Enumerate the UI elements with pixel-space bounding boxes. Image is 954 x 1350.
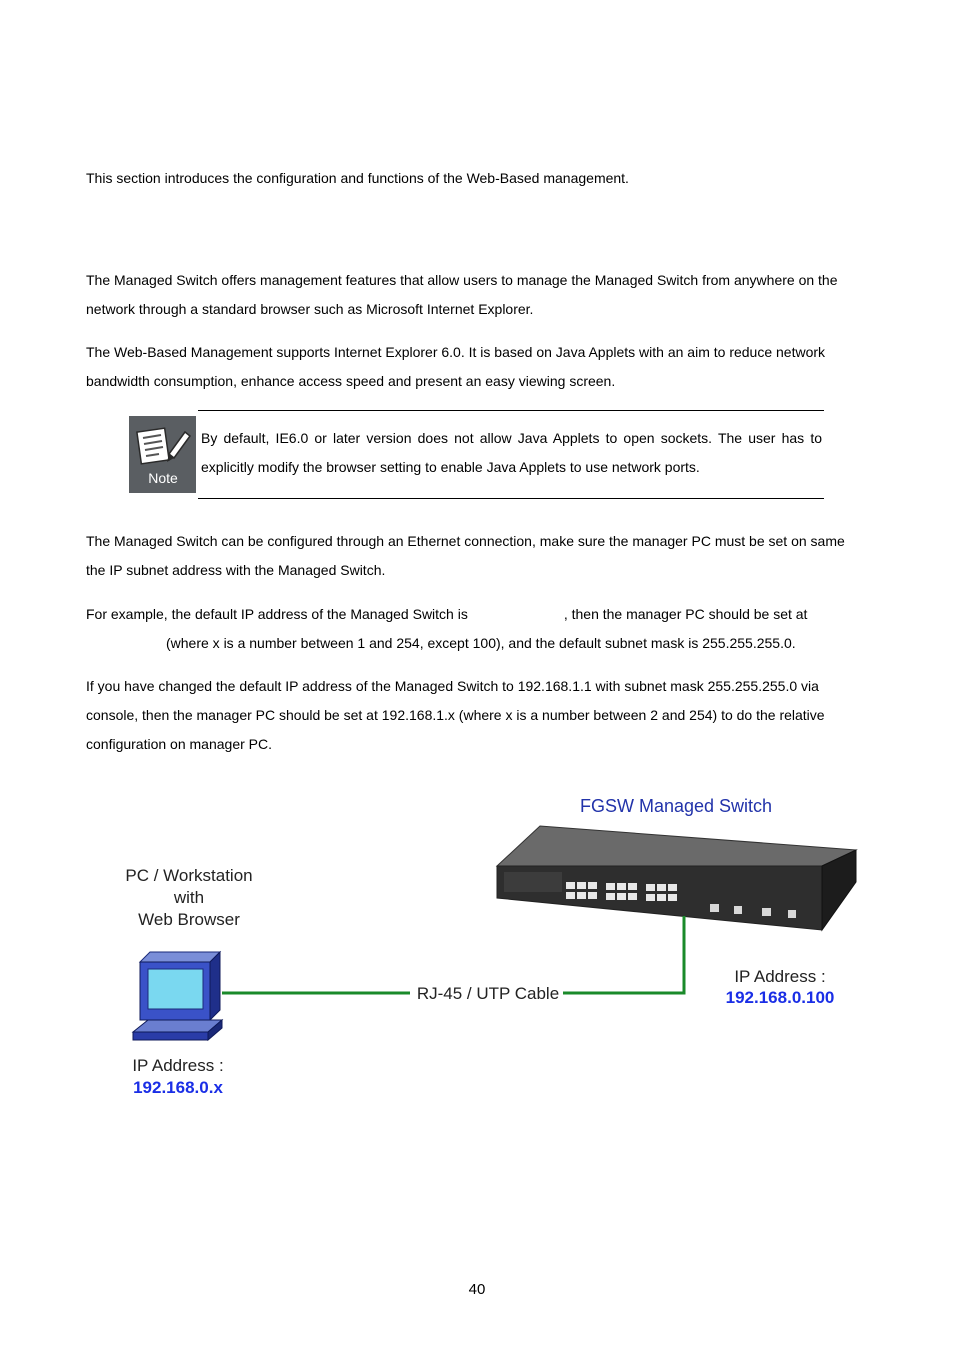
paragraph-4 bbox=[86, 600, 870, 658]
note-bottom-rule bbox=[198, 498, 824, 499]
switch-title: FGSW Managed Switch bbox=[579, 796, 773, 816]
pc-label-line-1: PC / Workstation bbox=[125, 866, 253, 885]
paragraph-3 bbox=[86, 527, 870, 585]
paragraph-4-line-1b: , then the manager PC should be set at bbox=[563, 606, 808, 622]
paragraph-3-line-1: The Managed Switch can be configured through an Ethernet connection, make sure the manager PC must be set on same bbox=[86, 533, 845, 549]
note-text: By default, IE6.0 or later version does not allow Java Applets to open sockets. The user has to explicitly modify the browser setting to enable Java Applets to use network ports. bbox=[201, 430, 822, 475]
paragraph-5-line-2: console, then the manager PC should be set at 192.168.1.x (where x is a number between 2 and 254) to do the relative bbox=[86, 707, 825, 723]
cable-label: RJ-45 / UTP Cable bbox=[416, 984, 560, 1003]
switch-ip-address: 192.168.0.100 bbox=[725, 988, 835, 1007]
pc-label-line-2: with bbox=[173, 888, 205, 907]
paragraph-2-line-1: The Web-Based Management supports Internet Explorer 6.0. It is based on Java Applets with an aim to reduce network bbox=[86, 344, 826, 360]
paragraph-5-line-3: configuration on manager PC. bbox=[86, 736, 272, 752]
paragraph-2-line-2: bandwidth consumption, enhance access speed and present an easy viewing screen. bbox=[86, 373, 616, 389]
paragraph-5-line-1: If you have changed the default IP address of the Managed Switch to 192.168.1.1 with subnet mask 255.255.255.0 via bbox=[86, 678, 819, 694]
intro-text: This section introduces the configuration and functions of the Web-Based management. bbox=[86, 170, 629, 186]
paragraph-3-line-2: the IP subnet address with the Managed Switch. bbox=[86, 562, 386, 578]
pc-ip-address: 192.168.0.x bbox=[133, 1078, 223, 1097]
switch-icon bbox=[497, 826, 856, 930]
pc-label-line-3: Web Browser bbox=[138, 910, 240, 929]
paragraph-1-line-2: network through a standard browser such as Microsoft Internet Explorer. bbox=[86, 301, 534, 317]
switch-ip-label: IP Address : bbox=[734, 967, 826, 986]
paragraph-1 bbox=[86, 266, 870, 324]
paragraph-1-line-1: The Managed Switch offers management features that allow users to manage the Managed Switch from anywhere on the bbox=[86, 272, 838, 288]
paragraph-2 bbox=[86, 338, 870, 396]
paragraph-4-line-1a: For example, the default IP address of the Managed Switch is bbox=[86, 606, 468, 622]
paragraph-5 bbox=[86, 672, 870, 759]
note-icon bbox=[129, 416, 196, 493]
network-diagram bbox=[0, 780, 954, 1120]
paragraph-4-line-2: (where x is a number between 1 and 254, except 100), and the default subnet mask is 255.255.255.0. bbox=[166, 635, 796, 651]
page-number: 40 bbox=[468, 1281, 486, 1298]
note-top-rule bbox=[198, 410, 824, 411]
pc-ip-label: IP Address : bbox=[132, 1056, 224, 1075]
note-icon-label: Note bbox=[148, 470, 178, 486]
cable-line bbox=[222, 916, 684, 993]
computer-icon bbox=[133, 952, 222, 1040]
